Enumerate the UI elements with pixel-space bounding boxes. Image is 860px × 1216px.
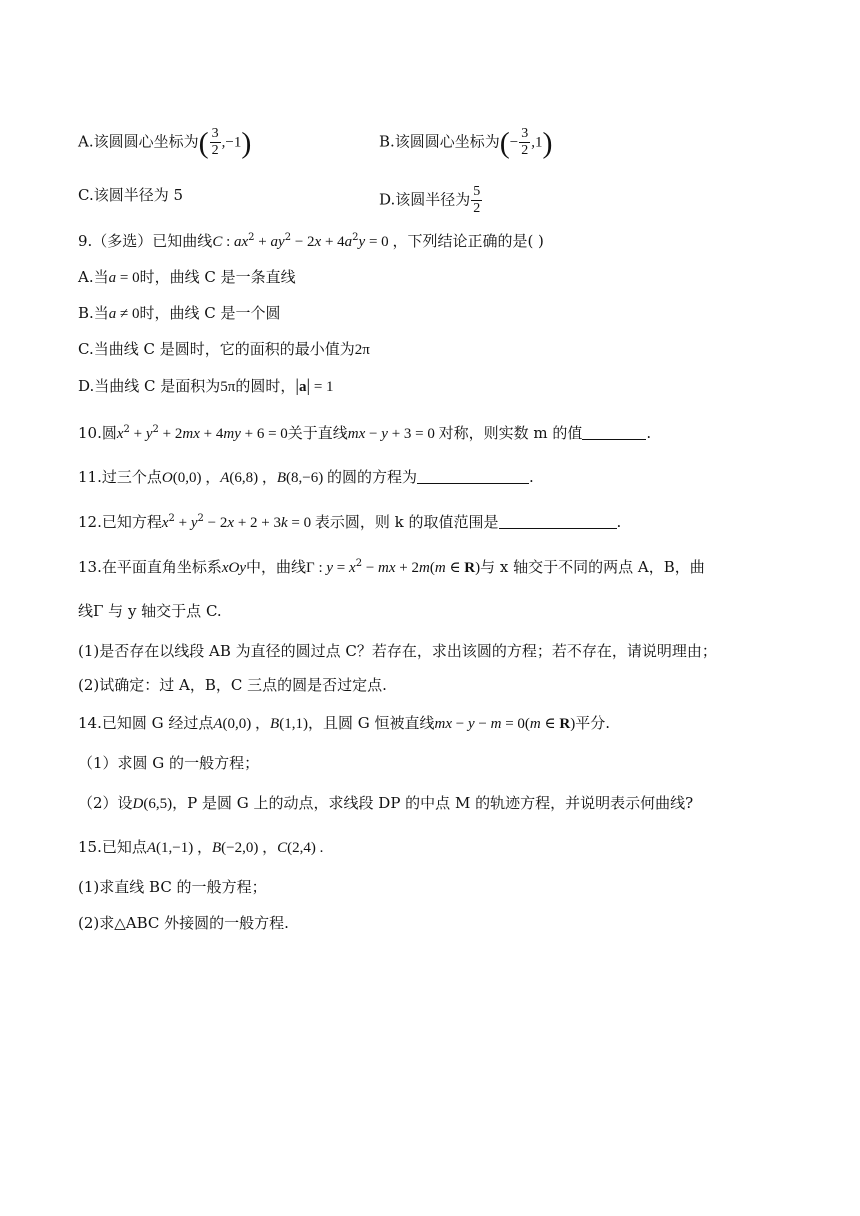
q15-sub1: (1)求直线 BC 的一般方程； (78, 878, 267, 896)
q8-option-c: C.该圆半径为 5 (78, 186, 184, 204)
q10-answer-blank (582, 425, 646, 440)
q8-option-a: A.该圆圆心坐标为( $\frac{3}{2}$ ,−1) (78, 126, 252, 160)
q8-option-b: B.该圆圆心坐标为(− $\frac{3}{2}$ ,1) (379, 126, 553, 160)
q13-sub1: (1)是否存在以线段 AB 为直径的圆过点 C？若存在，求出该圆的方程；若不存在，请说明理由； (78, 642, 717, 660)
q13-stem-line1: 13.在平面直角坐标系xOy中，曲线Γ : $y = x^2$ − mx + 2m(m ∈ R)与 x 轴交于不同的两点 A，B，曲 (78, 558, 705, 576)
q8-option-d: D.该圆半径为 $\frac{5}{2}$ (379, 184, 481, 216)
q10-stem: 10.圆$x^2 + y^2 + 2mx + 4my + 6 = 0$关于直线mx − y + 3 = 0 对称，则实数 m 的值 . (78, 424, 652, 442)
q12-stem: 12.已知方程$x^2 + y^2 - 2x + 2 + 3k = 0$ 表示圆，则 k 的取值范围是 . (78, 513, 622, 531)
q14-sub1: （1）求圆 G 的一般方程； (78, 754, 260, 772)
q11-answer-blank (417, 469, 529, 484)
q9-option-c: C.当曲线 C 是圆时，它的面积的最小值为2π (78, 340, 370, 358)
q9-option-b: B.当a ≠ 0时，曲线 C 是一个圆 (78, 304, 281, 322)
q9-stem: 9.（多选）已知曲线C : $ax^2 + ay^2 - 2x + 4a^2y = 0$ ，下列结论正确的是( ) (78, 232, 544, 250)
q14-stem: 14.已知圆 G 经过点A(0,0) ，B(1,1)，且圆 G 恒被直线mx − y − m = 0(m ∈ R)平分. (78, 714, 610, 732)
q12-answer-blank (499, 514, 617, 529)
q9-option-d: D.当曲线 C 是面积为5π的圆时，|a| = 1 (78, 375, 334, 395)
q13-sub2: (2)试确定：过 A，B，C 三点的圆是否过定点. (78, 676, 387, 694)
q9-option-a: A.当a = 0时，曲线 C 是一条直线 (78, 268, 296, 286)
q11-stem: 11.过三个点O(0,0) ，A(6,8) ，B(8,−6) 的圆的方程为 . (78, 468, 534, 486)
q14-sub2: （2）设D(6,5)，P 是圆 G 上的动点，求线段 DP 的中点 M 的轨迹方程，并说明表示何曲线? (78, 794, 694, 812)
q15-stem: 15.已知点A(1,−1) ，B(−2,0) ，C(2,4) . (78, 838, 324, 856)
q13-stem-line2: 线Γ 与 y 轴交于点 C. (78, 602, 222, 620)
q15-sub2: (2)求△ABC 外接圆的一般方程. (78, 914, 289, 932)
